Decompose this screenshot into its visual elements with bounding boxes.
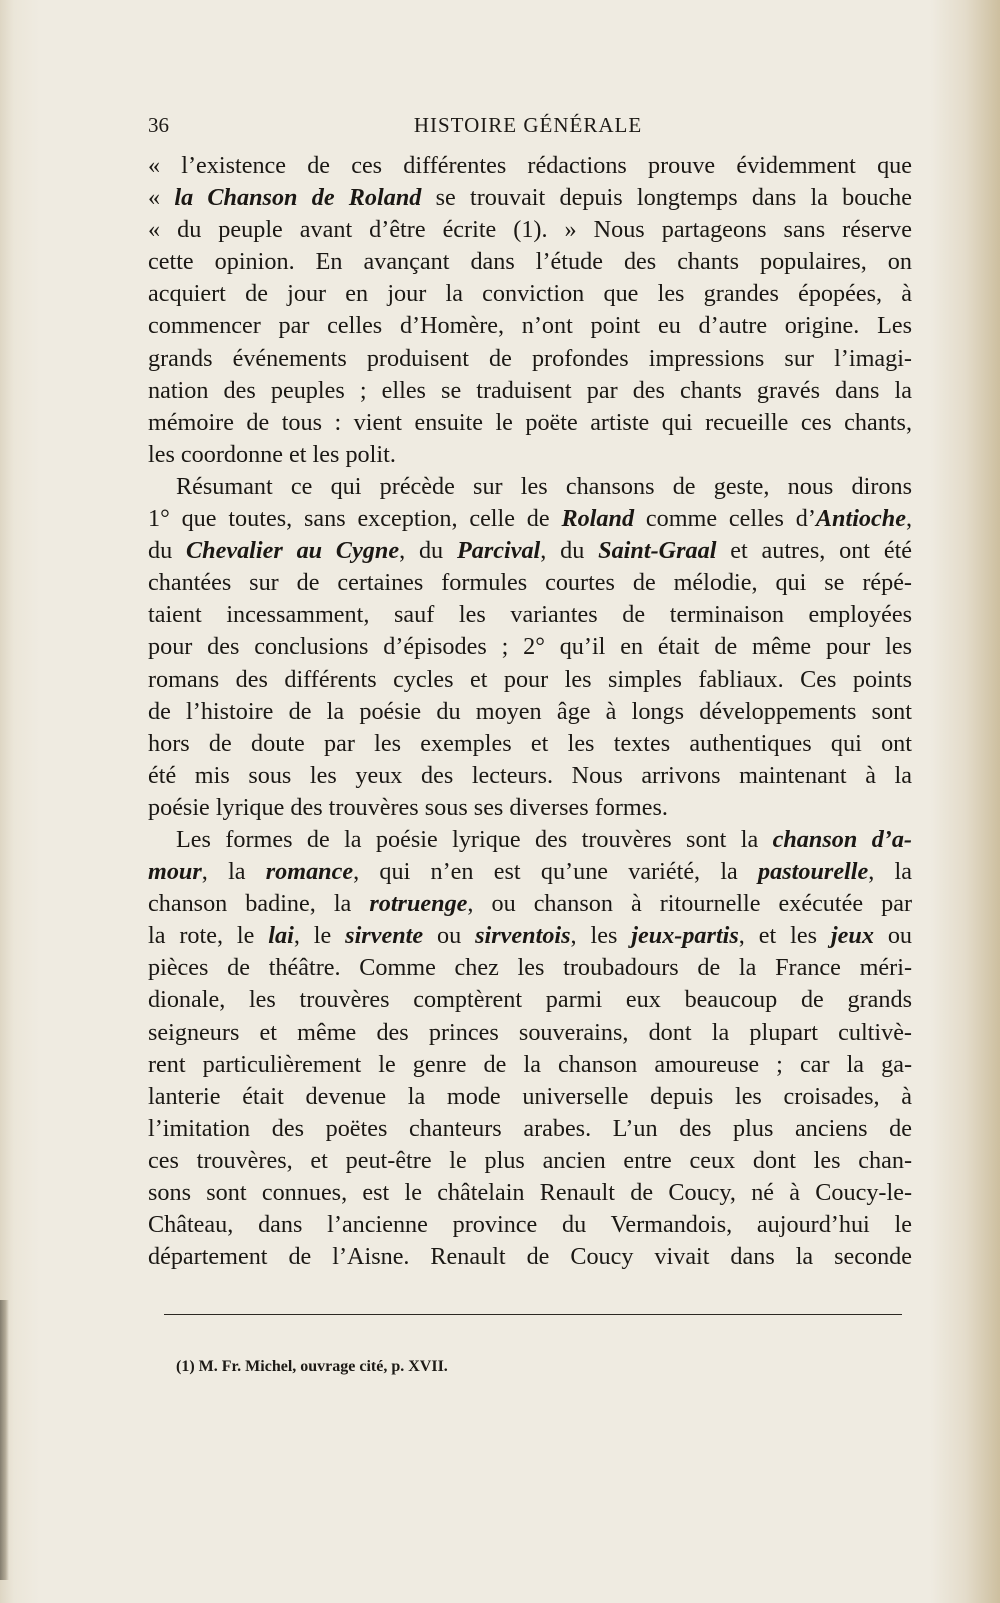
- text-line: [148, 760, 912, 792]
- text-run: «: [148, 184, 175, 212]
- text-line: [148, 856, 912, 888]
- text-line: [148, 728, 912, 760]
- page-header: [148, 113, 908, 143]
- italic-title: romance: [265, 858, 354, 886]
- text-run: département de l’Aisne. Renault de Coucy vivait dans la seconde: [148, 1243, 912, 1271]
- text-run: , du: [399, 537, 457, 565]
- text-run: lanterie était devenue la mode universelle depuis les croisades, à: [148, 1082, 912, 1110]
- text-run: , ou chanson à ritournelle exécutée par: [467, 890, 912, 918]
- text-line: [148, 792, 912, 824]
- text-run: Château, dans l’ancienne province du Vermandois, aujourd’hui le: [148, 1211, 912, 1239]
- text-run: de l’histoire de la poésie du moyen âge à longs développements sont: [148, 697, 912, 725]
- text-line: [148, 631, 912, 663]
- text-run: hors de doute par les exemples et les textes authentiques qui ont: [148, 729, 912, 757]
- text-run: poésie lyrique des trouvères sous ses diverses formes.: [148, 793, 668, 821]
- text-run: sons sont connues, est le châtelain Renault de Coucy, né à Coucy-le-: [148, 1179, 912, 1206]
- text-run: , et les: [738, 922, 831, 950]
- italic-title: jeux: [830, 922, 874, 950]
- text-line: [148, 439, 912, 471]
- text-run: cette opinion. En avançant dans l’étude des chants populaires, on: [148, 248, 912, 276]
- binding-shadow: [0, 1300, 9, 1580]
- text-run: comme celles d’: [634, 505, 816, 533]
- text-line: [148, 471, 912, 503]
- text-run: romans des différents cycles et pour les simples fabliaux. Ces points: [148, 665, 912, 693]
- text-run: ,: [905, 505, 912, 533]
- text-line: [148, 182, 912, 214]
- text-line: [148, 278, 912, 310]
- text-line: [148, 824, 912, 856]
- text-line: [148, 599, 912, 631]
- footnote: (1) M. Fr. Michel, ouvrage cité, p. XVII.: [176, 1358, 448, 1375]
- italic-title: sirvente: [345, 922, 424, 950]
- text-run: « du peuple avant d’être écrite (1). » Nous partageons sans réserve: [148, 216, 912, 244]
- italic-title: chanson d’a-: [772, 825, 912, 853]
- text-run: et autres, ont été: [716, 537, 912, 565]
- italic-title: Roland: [561, 505, 635, 533]
- italic-title: mour: [148, 858, 202, 886]
- text-line: [148, 920, 912, 952]
- text-run: rent particulièrement le genre de la chanson amoureuse ; car la ga-: [148, 1050, 912, 1078]
- text-line: [148, 214, 912, 246]
- text-run: seigneurs et même des princes souverains, dont la plupart cultivè-: [148, 1018, 912, 1046]
- text-line: [148, 310, 912, 342]
- text-run: , le: [293, 922, 346, 950]
- text-line: [148, 1049, 912, 1081]
- text-run: pièces de théâtre. Comme chez les troubadours de la France méri-: [148, 954, 912, 982]
- text-line: [148, 1113, 912, 1145]
- text-run: Résumant ce qui précède sur les chansons de geste, nous dirons: [176, 472, 912, 500]
- text-run: , du: [540, 537, 599, 565]
- text-run: , la: [868, 858, 912, 886]
- text-run: du: [148, 537, 187, 565]
- italic-title: Parcival: [456, 537, 541, 565]
- text-line: [148, 1017, 912, 1049]
- italic-title: Antioche: [815, 505, 906, 533]
- text-line: [148, 375, 912, 407]
- text-run: « l’existence de ces différentes rédactions prouve évidemment que: [148, 152, 912, 179]
- text-line: [148, 246, 912, 278]
- text-run: été mis sous les yeux des lecteurs. Nous arrivons maintenant à la: [148, 761, 912, 789]
- text-line: [148, 952, 912, 984]
- text-run: taient incessamment, sauf les variantes de terminaison employées: [148, 601, 912, 629]
- text-run: ces trouvères, et peut-être le plus ancien entre ceux dont les chan-: [148, 1146, 912, 1174]
- text-line: [148, 567, 912, 599]
- italic-title: la Chanson de Roland: [174, 184, 422, 212]
- text-line: [148, 150, 912, 182]
- text-line: [148, 503, 912, 535]
- text-run: 1° que toutes, sans exception, celle de: [148, 505, 562, 533]
- text-line: [148, 888, 912, 920]
- text-run: , la: [201, 858, 266, 886]
- text-line: [148, 535, 912, 567]
- text-run: dionale, les trouvères comptèrent parmi eux beaucoup de grands: [148, 986, 912, 1014]
- italic-title: jeux-partis: [631, 922, 739, 950]
- italic-title: Saint-Graal: [598, 537, 717, 565]
- text-run: commencer par celles d’Homère, n’ont point eu d’autre origine. Les: [148, 312, 912, 340]
- text-line: [148, 1177, 912, 1209]
- text-line: [148, 1081, 912, 1113]
- text-run: , qui n’en est qu’une variété, la: [353, 858, 759, 886]
- text-run: grands événements produisent de profondes impressions sur l’imagi-: [148, 344, 912, 372]
- italic-title: lai: [268, 922, 294, 950]
- text-line: [148, 343, 912, 375]
- text-run: les coordonne et les polit.: [148, 440, 396, 468]
- running-title: HISTOIRE GÉNÉRALE: [413, 113, 643, 137]
- text-line: [148, 696, 912, 728]
- italic-title: Chevalier au Cygne: [186, 537, 400, 565]
- text-run: Les formes de la poésie lyrique des trouvères sont la: [176, 825, 773, 853]
- text-run: chantées sur de certaines formules courtes de mélodie, qui se répé-: [148, 569, 912, 597]
- text-run: acquiert de jour en jour la conviction que les grandes épopées, à: [148, 280, 912, 308]
- text-run: mémoire de tous : vient ensuite le poëte artiste qui recueille ces chants,: [148, 408, 912, 436]
- text-run: se trouvait depuis longtemps dans la bouche: [421, 184, 912, 212]
- text-line: [148, 1145, 912, 1177]
- text-run: l’imitation des poëtes chanteurs arabes. L’un des plus anciens de: [148, 1114, 912, 1142]
- text-run: la rote, le: [148, 922, 269, 950]
- page-number: 36: [148, 113, 169, 137]
- text-run: , les: [570, 922, 632, 950]
- italic-title: sirventois: [475, 922, 571, 950]
- text-line: [148, 984, 912, 1016]
- text-run: ou: [423, 922, 476, 950]
- text-run: ou: [873, 922, 912, 950]
- body-text: [148, 150, 912, 1273]
- footnote-rule: [164, 1314, 902, 1315]
- text-run: nation des peuples ; elles se traduisent par des chants gravés dans la: [148, 376, 912, 404]
- text-line: [148, 1241, 912, 1273]
- italic-title: pastourelle: [758, 858, 869, 886]
- text-line: [148, 407, 912, 439]
- italic-title: rotruenge: [369, 890, 468, 918]
- text-run: pour des conclusions d’épisodes ; 2° qu’il en était de même pour les: [148, 633, 912, 661]
- text-line: [148, 664, 912, 696]
- text-line: [148, 1209, 912, 1241]
- text-run: chanson badine, la: [148, 890, 370, 918]
